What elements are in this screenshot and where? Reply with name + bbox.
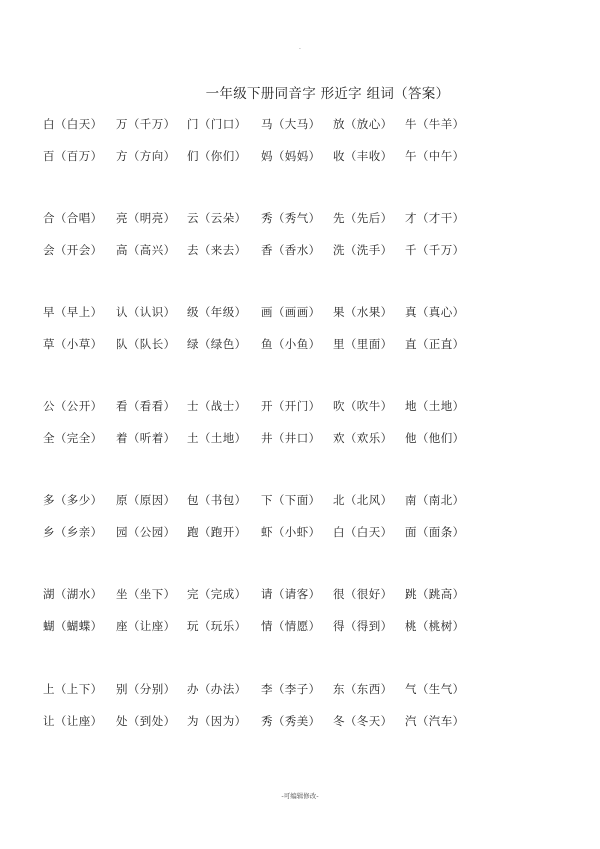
word-entry: 千（千万） [405,243,465,257]
word-entry: 白（白天） [333,525,393,539]
word-entry: 直（正直） [405,337,465,351]
word-entry: 情（情愿） [261,619,321,633]
word-entry: 很（很好） [333,587,393,601]
word-entry: 包（书包） [187,493,247,507]
word-entry: 东（东西） [333,682,393,696]
word-entry: 原（原因） [116,493,176,507]
word-row [43,148,563,180]
word-entry: 得（得到） [333,619,393,633]
word-row [43,242,563,274]
word-group [43,116,563,180]
word-entry: 秀（秀美） [261,714,321,728]
word-entry: 万（千万） [116,117,176,131]
word-entry: 方（方向） [116,149,176,163]
page-title: 一年级下册同音字 形近字 组词（答案） [205,86,450,102]
word-entry: 他（他们） [405,431,465,445]
word-entry: 为（因为） [187,714,247,728]
word-row [43,618,563,650]
word-row [43,586,563,618]
word-entry: 才（才干） [405,211,465,225]
word-entry: 乡（乡亲） [43,525,103,539]
word-entry: 合（合唱） [43,211,103,225]
word-entry: 井（井口） [261,431,321,445]
word-entry: 欢（欢乐） [333,431,393,445]
word-entry: 看（看看） [116,399,176,413]
word-entry: 白（白天） [43,117,103,131]
word-entry: 园（公园） [116,525,176,539]
word-entry: 吹（吹牛） [333,399,393,413]
word-entry: 公（公开） [43,399,103,413]
word-entry: 午（中午） [405,149,465,163]
word-entry: 妈（妈妈） [261,149,321,163]
word-entry: 完（完成） [187,587,247,601]
word-group [43,398,563,462]
word-entry: 汽（汽车） [405,714,465,728]
word-entry: 会（开会） [43,243,103,257]
word-entry: 别（分别） [116,682,176,696]
word-entry: 下（下面） [261,493,321,507]
word-row [43,713,563,745]
word-row [43,210,563,242]
page-footer: -可编辑修改- [281,792,319,800]
word-entry: 冬（冬天） [333,714,393,728]
word-entry: 草（小草） [43,337,103,351]
word-entry: 开（开门） [261,399,321,413]
word-group [43,681,563,745]
word-entry: 处（到处） [116,714,176,728]
word-row [43,681,563,713]
word-entry: 地（土地） [405,399,465,413]
word-entry: 土（土地） [187,431,247,445]
word-group [43,586,563,650]
word-entry: 画（画画） [261,305,321,319]
word-entry: 放（放心） [333,117,393,131]
word-entry: 牛（牛羊） [405,117,465,131]
word-entry: 绿（绿色） [187,337,247,351]
word-row [43,336,563,368]
word-entry: 香（香水） [261,243,321,257]
word-entry: 队（队长） [116,337,176,351]
word-entry: 让（让座） [43,714,103,728]
word-entry: 去（来去） [187,243,247,257]
word-entry: 多（多少） [43,493,103,507]
word-group [43,210,563,274]
word-entry: 士（战士） [187,399,247,413]
word-entry: 早（早上） [43,305,103,319]
word-entry: 跳（跳高） [405,587,465,601]
word-entry: 北（北风） [333,493,393,507]
word-entry: 玩（玩乐） [187,619,247,633]
word-entry: 全（完全） [43,431,103,445]
word-entry: 收（丰收） [333,149,393,163]
word-entry: 桃（桃树） [405,619,465,633]
word-entry: 先（先后） [333,211,393,225]
word-entry: 秀（秀气） [261,211,321,225]
word-entry: 李（李子） [261,682,321,696]
word-entry: 气（生气） [405,682,465,696]
word-entry: 面（面条） [405,525,465,539]
word-entry: 认（认识） [116,305,176,319]
word-entry: 门（门口） [187,117,247,131]
word-group [43,304,563,368]
top-mark: . [299,44,301,51]
word-entry: 着（听着） [116,431,176,445]
word-entry: 云（云朵） [187,211,247,225]
word-row [43,398,563,430]
word-row [43,524,563,556]
word-entry: 蝴（蝴蝶） [43,619,103,633]
word-entry: 办（办法） [187,682,247,696]
word-row [43,492,563,524]
word-entry: 坐（坐下） [116,587,176,601]
word-entry: 座（让座） [116,619,176,633]
word-entry: 们（你们） [187,149,247,163]
word-entry: 马（大马） [261,117,321,131]
word-entry: 虾（小虾） [261,525,321,539]
word-entry: 果（水果） [333,305,393,319]
word-row [43,116,563,148]
word-entry: 跑（跑开） [187,525,247,539]
word-entry: 亮（明亮） [116,211,176,225]
word-row [43,430,563,462]
word-entry: 真（真心） [405,305,465,319]
word-entry: 洗（洗手） [333,243,393,257]
word-entry: 湖（湖水） [43,587,103,601]
word-entry: 请（请客） [261,587,321,601]
word-entry: 高（高兴） [116,243,176,257]
word-entry: 鱼（小鱼） [261,337,321,351]
word-row [43,304,563,336]
word-entry: 里（里面） [333,337,393,351]
word-group [43,492,563,556]
word-entry: 南（南北） [405,493,465,507]
word-entry: 上（上下） [43,682,103,696]
word-entry: 级（年级） [187,305,247,319]
word-entry: 百（百万） [43,149,103,163]
